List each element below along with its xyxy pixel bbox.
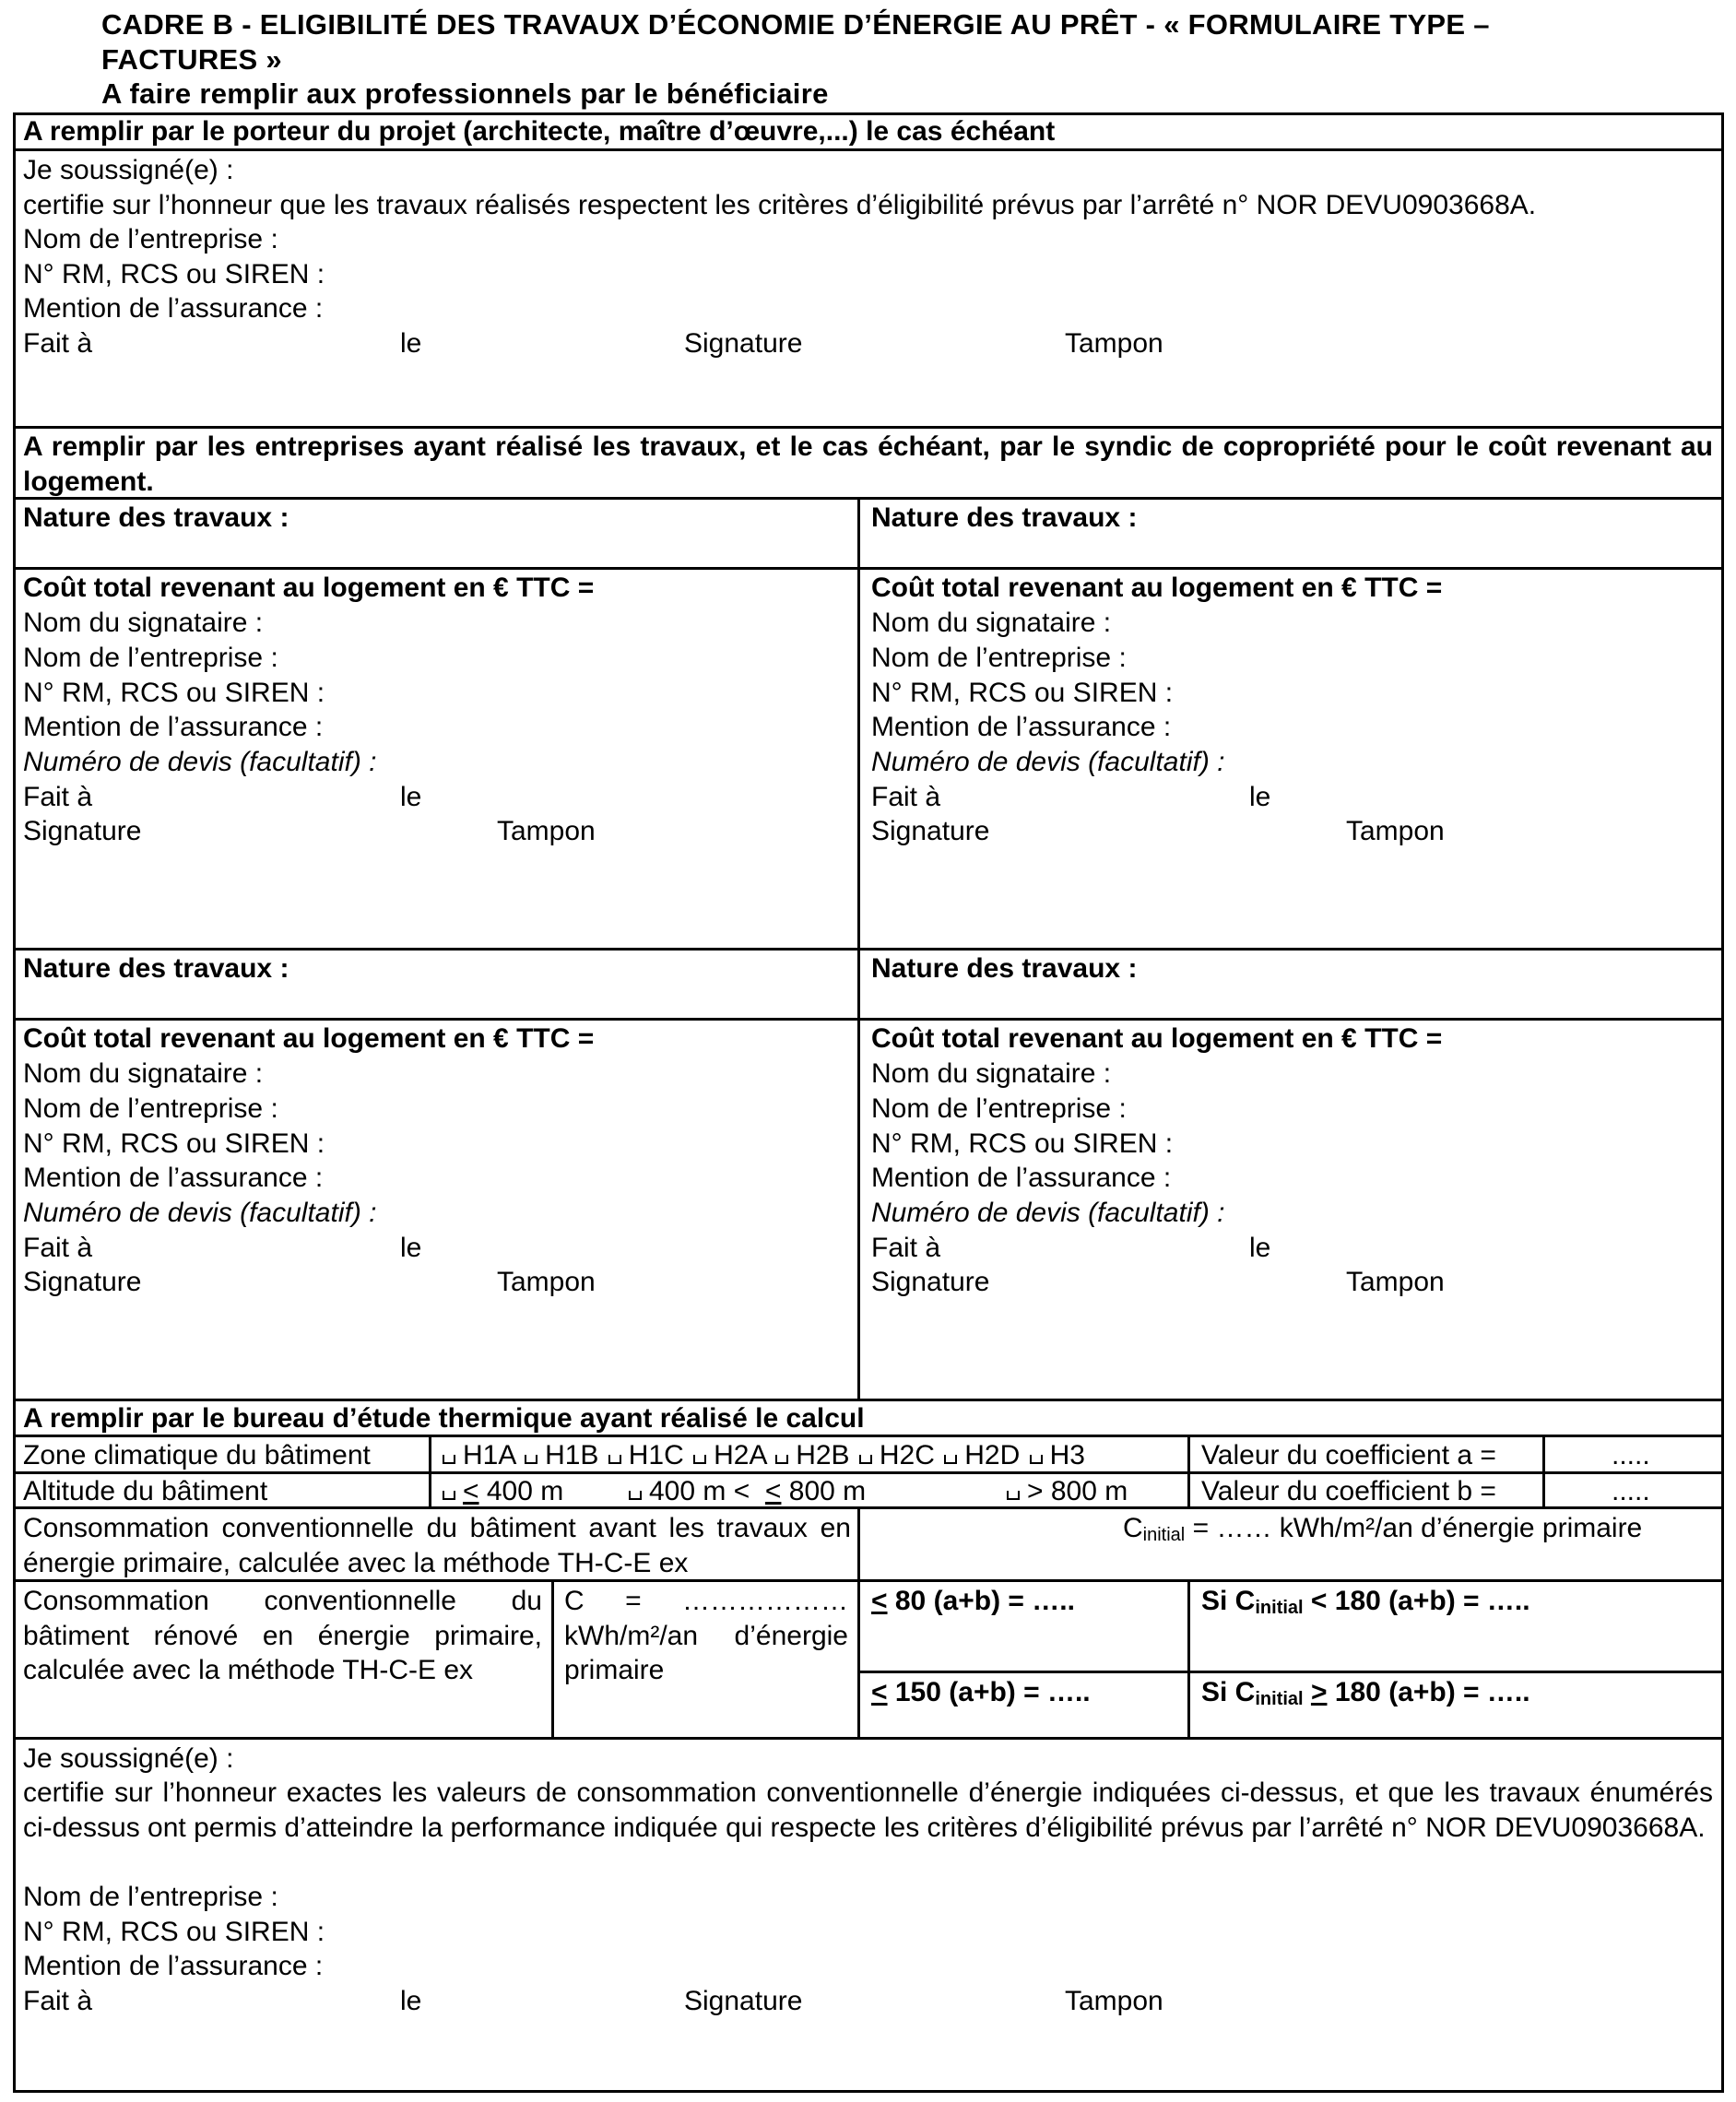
checkbox-icon[interactable] — [693, 1455, 706, 1464]
fait-a-label: Fait à — [23, 328, 93, 359]
zone-option: H1B — [545, 1440, 599, 1470]
cout-total-label: Coût total revenant au logement en € TTC = — [23, 573, 595, 603]
zone-option: H2C — [879, 1440, 935, 1470]
zone-option: H1C — [628, 1440, 684, 1470]
rule — [13, 1018, 1724, 1021]
altitude-option-1: < 400 m — [441, 1474, 563, 1509]
rm-rcs-siren-label: N° RM, RCS ou SIREN : — [23, 259, 325, 289]
tampon-label: Tampon — [497, 816, 596, 846]
mention-assurance-label: Mention de l’assurance : — [871, 712, 1172, 742]
fait-a-label: Fait à — [23, 782, 93, 812]
mention-assurance-label: Mention de l’assurance : — [871, 1163, 1172, 1193]
signature-label: Signature — [684, 328, 803, 359]
numero-devis-label: Numéro de devis (facultatif) : — [871, 1198, 1225, 1228]
le-sign: < — [463, 1476, 479, 1506]
rule — [13, 567, 1724, 570]
nature-travaux-label: Nature des travaux : — [23, 502, 289, 533]
zone-options — [441, 1438, 1085, 1473]
si-c-initial-lt: Si $C_{initial} < 180$ (a+b) = ….. — [1201, 1586, 1530, 1618]
c-value: C = ……………… kWh/m²/an d’énergie primaire — [564, 1586, 848, 1685]
altitude-label: Altitude du bâtiment — [23, 1476, 268, 1506]
conso-renove-label: Consommation conventionnelle du bâtiment rénové en énergie primaire, calculée avec la méthode TH-C-E ex — [23, 1586, 542, 1685]
section-bureau-title: A remplir par le bureau d’étude thermique ayant réalisé le calcul — [23, 1403, 865, 1434]
fait-a-label: Fait à — [871, 1233, 941, 1263]
rm-rcs-siren-label: N° RM, RCS ou SIREN : — [871, 678, 1174, 708]
checkbox-icon[interactable] — [525, 1455, 537, 1464]
mention-assurance-label: Mention de l’assurance : — [23, 1163, 324, 1193]
fait-a-label: Fait à — [871, 782, 941, 812]
rule — [1187, 1579, 1190, 1737]
zone-option: H2B — [796, 1440, 850, 1470]
tampon-label: Tampon — [1346, 816, 1445, 846]
si-c-initial-ge: Si $C_{initial} > 180$ (a+b) = ….. — [1201, 1677, 1530, 1709]
section-porteur-title: A remplir par le porteur du projet (architecte, maître d’œuvre,...) le cas échéant — [23, 116, 1056, 147]
nature-travaux-label: Nature des travaux : — [23, 953, 289, 984]
cout-total-label: Coût total revenant au logement en € TTC = — [23, 1023, 595, 1054]
je-soussigne-label: Je soussigné(e) : — [23, 155, 234, 185]
ge-sign: > — [1310, 1677, 1328, 1707]
checkbox-icon[interactable] — [1007, 1491, 1020, 1500]
nom-entreprise-label: Nom de l’entreprise : — [23, 1882, 278, 1912]
nom-signataire-label: Nom du signataire : — [23, 1058, 264, 1089]
tampon-label: Tampon — [1065, 328, 1163, 359]
form-header — [101, 7, 1650, 112]
signature-label: Signature — [23, 816, 142, 846]
mention-assurance-label: Mention de l’assurance : — [23, 1951, 324, 1981]
le-label: le — [1249, 782, 1271, 812]
certifie-bureau-text: certifie sur l’honneur exactes les valeurs de consommation conventionnelle d’énergie indiquées ci-dessus, et que les travaux énumérés ci-dessus ont permis d’atteindre la performance indiquée qui respecte les critères d’éligibilité prévus par l’arrêté n° NOR DEVU0903668A. — [23, 1777, 1713, 1843]
checkbox-icon[interactable] — [775, 1455, 788, 1464]
le-label: le — [400, 328, 422, 359]
le-sign: < — [764, 1476, 782, 1506]
checkbox-icon[interactable] — [1030, 1455, 1043, 1464]
le-label: le — [400, 782, 422, 812]
fait-a-label: Fait à — [23, 1986, 93, 2016]
header-title-cont: FACTURES » — [101, 42, 282, 76]
rm-rcs-siren-label: N° RM, RCS ou SIREN : — [23, 1917, 325, 1947]
section-entreprises-title: A remplir par les entreprises ayant réalisé les travaux, et le cas échéant, par le syndic de copropriété pour le coût revenant au logement. — [23, 431, 1713, 497]
numero-devis-label: Numéro de devis (facultatif) : — [871, 747, 1225, 777]
checkbox-icon[interactable] — [608, 1455, 621, 1464]
rule — [429, 1435, 431, 1506]
coef-a-value: ..... — [1612, 1440, 1650, 1470]
rm-rcs-siren-label: N° RM, RCS ou SIREN : — [23, 678, 325, 708]
rule — [551, 1579, 554, 1737]
checkbox-icon[interactable] — [443, 1491, 455, 1500]
zone-option: H2D — [964, 1440, 1021, 1470]
header-title: CADRE B - ELIGIBILITÉ DES TRAVAUX D’ÉCONOMIE D’ÉNERGIE AU PRÊT - « FORMULAIRE TYPE – — [101, 8, 1490, 41]
le-sign: < — [871, 1677, 888, 1707]
rule — [1542, 1435, 1545, 1506]
zone-option: H1A — [463, 1440, 515, 1470]
checkbox-icon[interactable] — [443, 1455, 455, 1464]
altitude-option-2: 400 m < < 800 m — [627, 1474, 866, 1509]
le-sign: < — [871, 1586, 888, 1616]
le-label: le — [400, 1986, 422, 2016]
zone-climatique-label: Zone climatique du bâtiment — [23, 1440, 371, 1470]
rule — [857, 1506, 860, 1737]
coef-b-label: Valeur du coefficient b = — [1201, 1476, 1496, 1506]
nom-entreprise-label: Nom de l’entreprise : — [23, 643, 278, 673]
je-soussigne-label: Je soussigné(e) : — [23, 1743, 234, 1774]
checkbox-icon[interactable] — [859, 1455, 872, 1464]
conso-avant-label: Consommation conventionnelle du bâtiment avant les travaux en énergie primaire, calculée avec la méthode TH-C-E ex — [23, 1513, 851, 1578]
nom-entreprise-label: Nom de l’entreprise : — [23, 224, 278, 254]
nature-travaux-label: Nature des travaux : — [871, 953, 1138, 984]
nom-signataire-label: Nom du signataire : — [871, 1058, 1112, 1089]
cout-total-label: Coût total revenant au logement en € TTC = — [871, 1023, 1443, 1054]
coef-b-value: ..... — [1612, 1476, 1650, 1506]
mention-assurance-label: Mention de l’assurance : — [23, 293, 324, 324]
le-label: le — [400, 1233, 422, 1263]
fait-a-label: Fait à — [23, 1233, 93, 1263]
rule — [857, 1671, 1724, 1673]
altitude-option-3: > 800 m — [1005, 1474, 1128, 1509]
nom-entreprise-label: Nom de l’entreprise : — [23, 1093, 278, 1124]
rule — [13, 1737, 1724, 1740]
le-label: le — [1249, 1233, 1271, 1263]
signature-label: Signature — [871, 816, 990, 846]
header-subtitle: A faire remplir aux professionnels par le bénéficiaire — [101, 77, 829, 110]
mention-assurance-label: Mention de l’assurance : — [23, 712, 324, 742]
checkbox-icon[interactable] — [629, 1491, 642, 1500]
zone-option: H2A — [714, 1440, 766, 1470]
tampon-label: Tampon — [497, 1267, 596, 1297]
numero-devis-label: Numéro de devis (facultatif) : — [23, 747, 377, 777]
tampon-label: Tampon — [1065, 1986, 1163, 2016]
checkbox-icon[interactable] — [944, 1455, 957, 1464]
nom-entreprise-label: Nom de l’entreprise : — [871, 1093, 1127, 1124]
nom-entreprise-label: Nom de l’entreprise : — [871, 643, 1127, 673]
rule — [13, 948, 1724, 951]
certifie-text: certifie sur l’honneur que les travaux réalisés respectent les critères d’éligibilité prévus par l’arrêté n° NOR DEVU0903668A. — [23, 190, 1537, 220]
nom-signataire-label: Nom du signataire : — [23, 608, 264, 638]
signature-label: Signature — [684, 1986, 803, 2016]
threshold-150: < 150 (a+b) = ….. — [871, 1677, 1091, 1707]
threshold-80: < 80 (a+b) = ….. — [871, 1586, 1075, 1616]
coef-a-label: Valeur du coefficient a = — [1201, 1440, 1496, 1470]
rule — [857, 497, 860, 1399]
numero-devis-label: Numéro de devis (facultatif) : — [23, 1198, 377, 1228]
nom-signataire-label: Nom du signataire : — [871, 608, 1112, 638]
c-initial-line: $C_{initial}$ = …… kWh/m²/an d’énergie primaire — [1123, 1513, 1643, 1545]
cout-total-label: Coût total revenant au logement en € TTC = — [871, 573, 1443, 603]
nature-travaux-label: Nature des travaux : — [871, 502, 1138, 533]
tampon-label: Tampon — [1346, 1267, 1445, 1297]
signature-label: Signature — [871, 1267, 990, 1297]
zone-option: H3 — [1049, 1440, 1085, 1470]
rm-rcs-siren-label: N° RM, RCS ou SIREN : — [23, 1128, 325, 1159]
rm-rcs-siren-label: N° RM, RCS ou SIREN : — [871, 1128, 1174, 1159]
rule — [13, 426, 1724, 429]
signature-label: Signature — [23, 1267, 142, 1297]
rule — [1187, 1435, 1190, 1506]
